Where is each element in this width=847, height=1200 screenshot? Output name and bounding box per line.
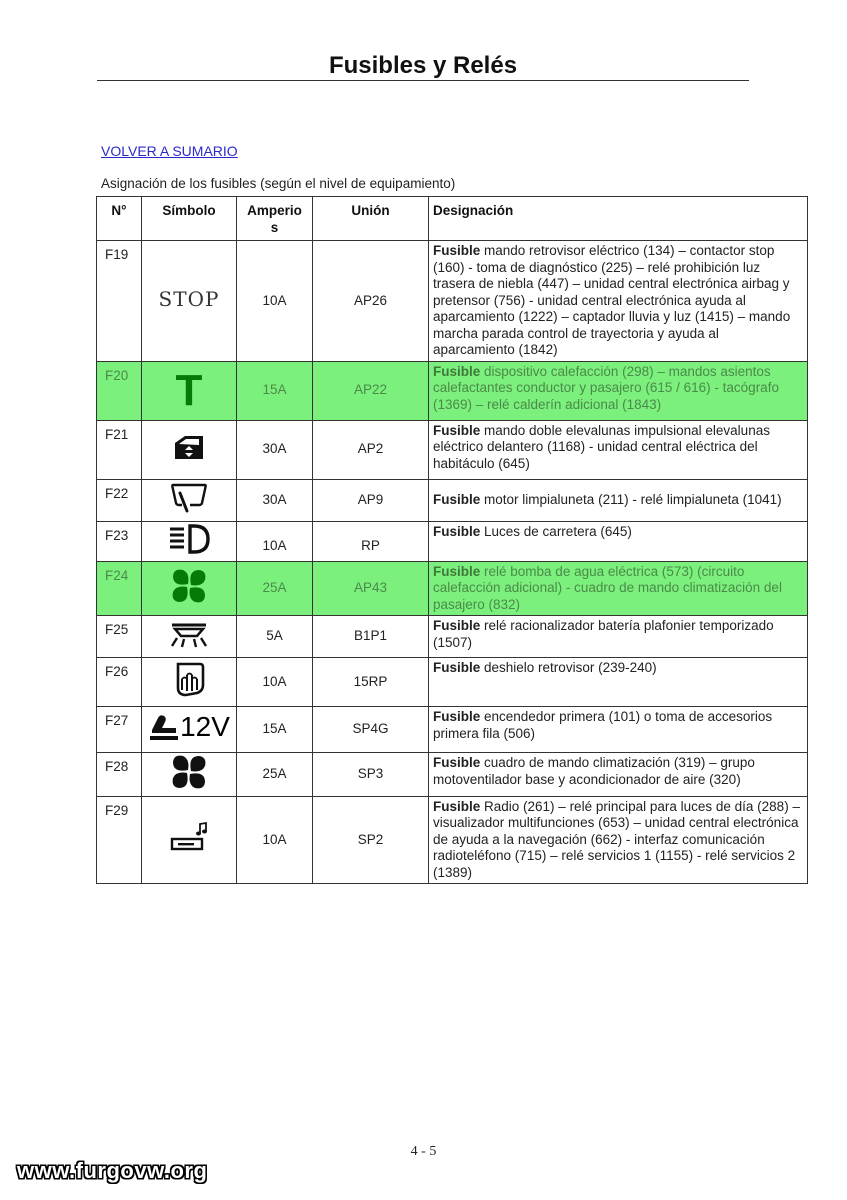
designation-text: Radio (261) – relé principal para luces de día (288) – visualizador multifunciones (653) – unidad central electrónica de ayuda a la navegación (662) - interfaz comunicación radioteléfono (715) – relé servicios 1 (1155) - relé servicios 2 (1389): [433, 798, 800, 880]
table-row: [97, 521, 808, 561]
designation-label: Fusible: [433, 798, 481, 814]
table-row: [97, 658, 808, 707]
fuse-designation: [429, 420, 808, 479]
fuse-union: SP3: [313, 753, 429, 797]
fuse-union: AP22: [313, 361, 429, 420]
fuse-designation: [429, 796, 808, 884]
lighter-12v-icon: [142, 707, 237, 753]
fuse-number: F22: [97, 479, 142, 521]
fuse-amperage: 5A: [237, 616, 313, 658]
rear-wiper-svg: [169, 481, 209, 515]
designation-text: mando doble elevalunas impulsional elevalunas eléctrico delantero (1168) - unidad central eléctrica del habitáculo (645): [433, 422, 770, 471]
fuse-union: AP2: [313, 420, 429, 479]
lighter-svg: [148, 712, 180, 742]
fuse-designation: [429, 658, 808, 707]
fuse-number: F24: [97, 561, 142, 616]
designation-text: deshielo retrovisor (239-240): [480, 660, 657, 675]
fuse-designation: [429, 561, 808, 616]
fuse-number: F23: [97, 521, 142, 561]
table-row: [97, 561, 808, 616]
lighter-12v-group: [148, 712, 230, 742]
table-caption: Asignación de los fusibles (según el nivel de equipamiento): [101, 176, 456, 191]
power-window-svg: [172, 433, 206, 461]
fuse-amperage: 10A: [237, 658, 313, 707]
designation-label: Fusible: [433, 491, 481, 507]
seat-heater-t-icon: [142, 361, 237, 420]
mirror-defrost-icon: [142, 658, 237, 707]
fuse-amperage: 15A: [237, 361, 313, 420]
designation-label: Fusible: [433, 523, 481, 539]
designation-label: Fusible: [433, 618, 481, 633]
designation-label: Fusible: [433, 563, 481, 579]
interior-light-icon: [142, 616, 237, 658]
radio-svg: [167, 821, 211, 855]
header-designation: Designación: [429, 197, 808, 241]
fuse-union: SP4G: [313, 707, 429, 753]
fuse-amperage: 25A: [237, 561, 313, 616]
radio-icon: [142, 796, 237, 884]
fuse-number: F20: [97, 361, 142, 420]
table-row: [97, 361, 808, 420]
fuse-number: F19: [97, 241, 142, 362]
header-amperage: Amperio s: [237, 197, 313, 241]
fan-svg: [170, 753, 208, 791]
fuse-table: [96, 196, 808, 884]
fuse-designation: [429, 616, 808, 658]
fan-icon: [142, 753, 237, 797]
fuse-union: AP9: [313, 479, 429, 521]
fuse-amperage: 10A: [237, 796, 313, 884]
designation-text: relé racionalizador batería plafonier temporizado (1507): [433, 618, 774, 650]
fuse-number: F27: [97, 707, 142, 753]
symbol-label: T: [175, 365, 203, 415]
high-beam-icon: [142, 521, 237, 561]
designation-text: cuadro de mando climatización (319) – grupo motoventilador base y acondicionador de aire (320): [433, 755, 755, 787]
fan-icon: [142, 561, 237, 616]
fuse-amperage: 15A: [237, 707, 313, 753]
fuse-designation: [429, 753, 808, 797]
table-row: [97, 707, 808, 753]
fuse-designation: [429, 479, 808, 521]
fuse-union: AP26: [313, 241, 429, 362]
table-row: [97, 420, 808, 479]
fuse-amperage: 25A: [237, 753, 313, 797]
designation-label: Fusible: [433, 243, 481, 258]
designation-text: Luces de carretera (645): [480, 523, 632, 539]
fuse-union: 15RP: [313, 658, 429, 707]
fuse-number: F28: [97, 753, 142, 797]
fuse-union: RP: [313, 521, 429, 561]
fuse-number: F21: [97, 420, 142, 479]
table-row: [97, 616, 808, 658]
table-row: [97, 479, 808, 521]
fuse-designation: [429, 707, 808, 753]
fuse-union: B1P1: [313, 616, 429, 658]
interior-light-svg: [167, 620, 211, 648]
designation-label: Fusible: [433, 422, 481, 438]
page-title: Fusibles y Relés: [328, 52, 518, 79]
symbol-label: 12V: [180, 711, 230, 742]
designation-text: relé bomba de agua eléctrica (573) (circuito calefacción adicional) - cuadro de mando climatización del pasajero (832): [433, 563, 782, 612]
fuse-amperage: 30A: [237, 479, 313, 521]
power-window-icon: [142, 420, 237, 479]
back-to-summary-link[interactable]: VOLVER A SUMARIO: [101, 143, 238, 159]
table-row: [97, 753, 808, 797]
designation-text: encendedor primera (101) o toma de accesorios primera fila (506): [433, 709, 773, 741]
mirror-defrost-svg: [172, 661, 206, 699]
table-row: [97, 241, 808, 362]
designation-label: Fusible: [433, 660, 481, 675]
stop-text-icon: [142, 241, 237, 362]
designation-label: Fusible: [433, 755, 481, 770]
designation-text: mando retrovisor eléctrico (134) – contactor stop (160) - toma de diagnóstico (225) – relé prohibición luz trasera de niebla (447) – unidad central electrónica airbag y pretensor (756) - unidad central electrónica ayuda al aparcamiento (1222) – captador lluvia y luz (1415) – mando marcha parada control de trayectoria y ayuda al aparcamiento (1842): [433, 243, 791, 357]
fuse-number: F25: [97, 616, 142, 658]
watermark: www.furgovw.org: [17, 1158, 208, 1183]
rear-wiper-icon: [142, 479, 237, 521]
fuse-designation: [429, 521, 808, 561]
header-union: Unión: [313, 197, 429, 241]
fuse-designation: [429, 241, 808, 362]
designation-text: dispositivo calefacción (298) – mandos asientos calefactantes conductor y pasajero (615 / 616) - tacógrafo (1369) – relé calderín adicional (1843): [433, 363, 779, 412]
fuse-number: F29: [97, 796, 142, 884]
designation-text: motor limpialuneta (211) - relé limpialuneta (1041): [480, 491, 782, 507]
fan-svg: [170, 567, 208, 605]
header-symbol: Símbolo: [142, 197, 237, 241]
symbol-label: STOP: [158, 287, 220, 311]
table-row: [97, 796, 808, 884]
table-header-row: [97, 197, 808, 241]
title-divider: [97, 80, 749, 81]
designation-label: Fusible: [433, 363, 481, 379]
fuse-union: SP2: [313, 796, 429, 884]
high-beam-svg: [166, 523, 212, 555]
designation-label: Fusible: [433, 709, 481, 724]
fuse-union: AP43: [313, 561, 429, 616]
fuse-number: F26: [97, 658, 142, 707]
fuse-amperage: 10A: [237, 521, 313, 561]
fuse-amperage: 10A: [237, 241, 313, 362]
fuse-designation: [429, 361, 808, 420]
page-number: 4 - 5: [410, 1144, 437, 1159]
fuse-amperage: 30A: [237, 420, 313, 479]
header-number: N°: [97, 197, 142, 241]
